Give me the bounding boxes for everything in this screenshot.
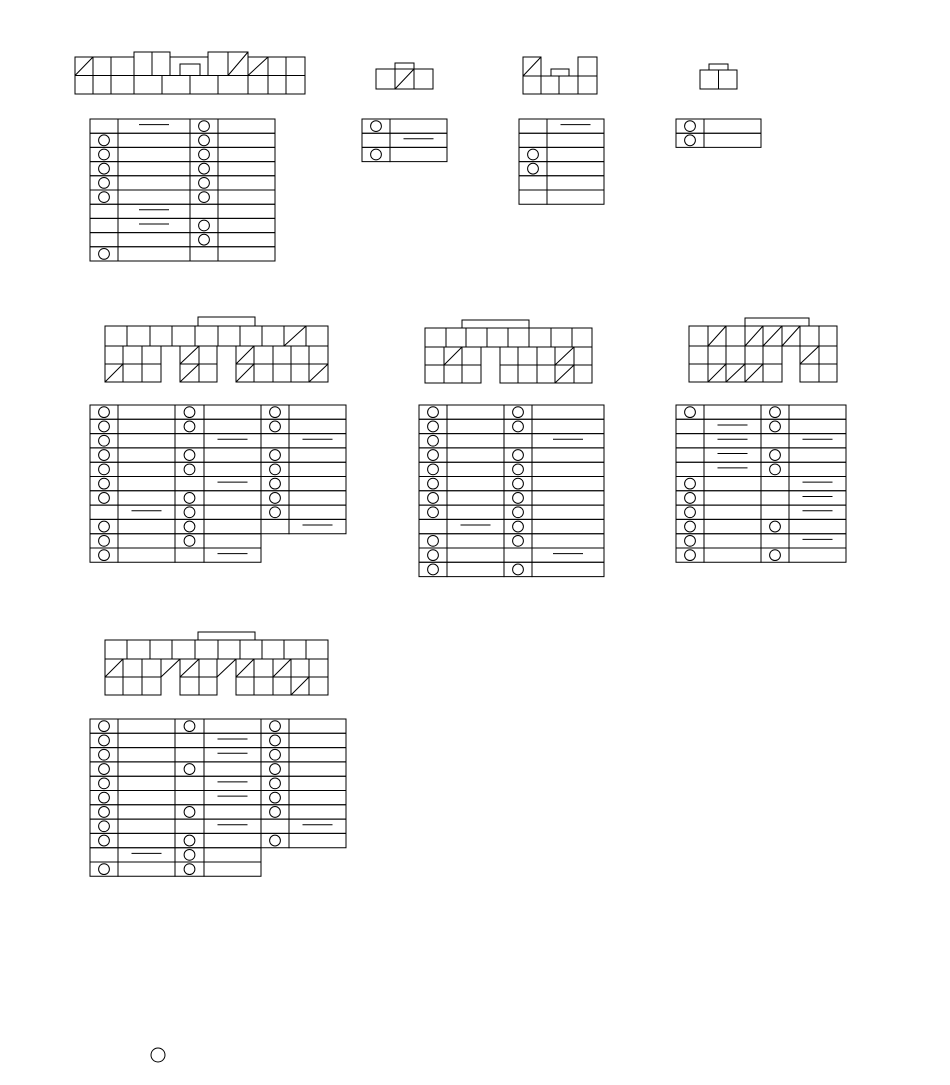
pin-circle-marker <box>99 735 110 746</box>
table-cell <box>289 434 346 448</box>
pin-circle-marker <box>513 535 524 546</box>
table-cell <box>704 477 761 491</box>
table-cell <box>175 548 204 562</box>
table-cell <box>204 462 261 476</box>
table-cell <box>704 462 761 476</box>
pin-circle-marker <box>99 421 110 432</box>
pin-circle-marker <box>428 493 439 504</box>
table-cell <box>289 477 346 491</box>
table-cell <box>532 505 604 519</box>
table-cell <box>118 190 190 204</box>
table-cell <box>547 162 604 176</box>
table-cell <box>289 419 346 433</box>
pin-circle-marker <box>528 149 539 160</box>
pin-circle-marker <box>770 407 781 418</box>
pin-circle-marker <box>99 792 110 803</box>
table-cell <box>532 434 604 448</box>
table-cell <box>704 434 761 448</box>
table-cell <box>175 819 204 833</box>
table-cell <box>289 405 346 419</box>
table-cell <box>218 218 275 232</box>
pin-circle-marker <box>184 421 195 432</box>
table-cell <box>761 434 789 448</box>
table-cell <box>519 119 547 133</box>
table-cell <box>204 519 261 533</box>
pin-circle-marker <box>99 721 110 732</box>
table-cell <box>204 405 261 419</box>
table-cell <box>118 791 175 805</box>
table-cell <box>676 448 704 462</box>
table-cell <box>218 190 275 204</box>
table-cell <box>289 805 346 819</box>
table-cell <box>90 204 118 218</box>
pin-circle-marker <box>770 550 781 561</box>
table-cell <box>447 434 504 448</box>
table-cell <box>289 833 346 847</box>
table-cell <box>289 505 346 519</box>
pin-circle-marker <box>513 493 524 504</box>
pin-circle-marker <box>99 435 110 446</box>
pin-tables <box>90 119 846 876</box>
pin-circle-marker <box>184 864 195 875</box>
table-cell <box>447 405 504 419</box>
table-cell <box>704 519 761 533</box>
table-cell <box>118 819 175 833</box>
pin-circle-marker <box>270 507 281 518</box>
pin-table-t8 <box>90 719 346 876</box>
table-cell <box>204 419 261 433</box>
table-cell <box>204 762 261 776</box>
pin-circle-marker <box>685 478 696 489</box>
pin-circle-marker <box>270 478 281 489</box>
pin-circle-marker <box>270 407 281 418</box>
table-cell <box>676 419 704 433</box>
pin-circle-marker <box>184 450 195 461</box>
table-cell <box>175 477 204 491</box>
table-cell <box>532 534 604 548</box>
pin-circle-marker <box>184 835 195 846</box>
table-cell <box>289 719 346 733</box>
table-cell <box>390 119 447 133</box>
table-cell <box>789 419 846 433</box>
table-cell <box>789 505 846 519</box>
table-cell <box>789 548 846 562</box>
pin-circle-marker <box>184 407 195 418</box>
pin-table-t4 <box>676 119 761 147</box>
pin-circle-marker <box>99 192 110 203</box>
pin-circle-marker <box>99 178 110 189</box>
pin-circle-marker <box>270 450 281 461</box>
table-cell <box>118 147 190 161</box>
pin-circle-marker <box>184 764 195 775</box>
table-cell <box>704 405 761 419</box>
table-cell <box>789 434 846 448</box>
connector-face-1 <box>75 52 305 94</box>
table-cell <box>789 519 846 533</box>
pin-table-t3 <box>519 119 604 204</box>
pin-circle-marker <box>270 778 281 789</box>
table-cell <box>218 176 275 190</box>
table-cell <box>789 448 846 462</box>
table-cell <box>289 791 346 805</box>
table-cell <box>447 562 504 576</box>
table-cell <box>289 448 346 462</box>
table-cell <box>789 534 846 548</box>
table-cell <box>118 776 175 790</box>
table-cell <box>519 133 547 147</box>
table-cell <box>204 819 261 833</box>
pin-circle-marker <box>99 521 110 532</box>
table-cell <box>204 548 261 562</box>
table-cell <box>447 505 504 519</box>
table-cell <box>789 477 846 491</box>
table-cell <box>204 733 261 747</box>
table-cell <box>289 762 346 776</box>
pin-circle-marker <box>770 464 781 475</box>
table-cell <box>90 848 118 862</box>
table-cell <box>704 548 761 562</box>
table-cell <box>289 519 346 533</box>
table-cell <box>204 848 261 862</box>
pin-circle-marker <box>270 835 281 846</box>
pin-circle-marker <box>99 464 110 475</box>
pin-circle-marker <box>428 421 439 432</box>
table-cell <box>519 190 547 204</box>
pin-circle-marker <box>685 135 696 146</box>
table-cell <box>704 505 761 519</box>
pin-circle-marker <box>184 493 195 504</box>
pin-circle-marker <box>513 507 524 518</box>
pin-circle-marker <box>99 550 110 561</box>
table-cell <box>204 534 261 548</box>
table-cell <box>90 233 118 247</box>
pin-circle-marker <box>99 764 110 775</box>
pin-circle-marker <box>513 407 524 418</box>
table-cell <box>204 491 261 505</box>
connector-face-5 <box>105 317 328 382</box>
table-cell <box>118 505 175 519</box>
table-cell <box>547 190 604 204</box>
pin-circle-marker <box>270 807 281 818</box>
table-cell <box>204 505 261 519</box>
pin-circle-marker <box>99 135 110 146</box>
pin-circle-marker <box>513 521 524 532</box>
pin-circle-marker <box>270 792 281 803</box>
table-cell <box>118 176 190 190</box>
table-cell <box>204 776 261 790</box>
pin-circle-marker <box>770 450 781 461</box>
table-cell <box>118 805 175 819</box>
table-cell <box>289 462 346 476</box>
table-cell <box>761 505 789 519</box>
pin-circle-marker <box>99 778 110 789</box>
pin-circle-marker <box>99 478 110 489</box>
table-cell <box>447 462 504 476</box>
pin-circle-marker <box>199 220 210 231</box>
pin-circle-marker <box>199 234 210 245</box>
table-cell <box>118 218 190 232</box>
table-cell <box>447 419 504 433</box>
table-cell <box>519 176 547 190</box>
pin-circle-marker <box>270 721 281 732</box>
table-cell <box>547 133 604 147</box>
table-cell <box>175 434 204 448</box>
table-cell <box>447 548 504 562</box>
table-cell <box>118 534 175 548</box>
table-cell <box>532 448 604 462</box>
table-cell <box>547 119 604 133</box>
pin-circle-marker <box>428 464 439 475</box>
table-cell <box>118 719 175 733</box>
table-cell <box>118 204 190 218</box>
table-cell <box>289 733 346 747</box>
table-cell <box>532 562 604 576</box>
pin-circle-marker <box>184 464 195 475</box>
pin-circle-marker <box>199 135 210 146</box>
table-cell <box>190 247 218 261</box>
table-cell <box>118 448 175 462</box>
table-cell <box>118 733 175 747</box>
table-cell <box>447 491 504 505</box>
table-cell <box>704 419 761 433</box>
table-cell <box>204 434 261 448</box>
pin-circle-marker <box>685 493 696 504</box>
pin-circle-marker <box>184 849 195 860</box>
table-cell <box>390 133 447 147</box>
table-cell <box>118 477 175 491</box>
pin-circle-marker <box>685 407 696 418</box>
pin-table-t2 <box>362 119 447 162</box>
table-cell <box>90 505 118 519</box>
table-cell <box>261 819 289 833</box>
table-cell <box>532 419 604 433</box>
pin-circle-marker <box>770 421 781 432</box>
table-cell <box>676 462 704 476</box>
pin-circle-marker <box>428 564 439 575</box>
table-cell <box>118 519 175 533</box>
table-cell <box>175 748 204 762</box>
table-cell <box>362 133 390 147</box>
table-cell <box>118 247 190 261</box>
table-cell <box>175 791 204 805</box>
pin-table-t7 <box>676 405 846 562</box>
pin-circle-marker <box>270 421 281 432</box>
pin-circle-marker <box>199 121 210 132</box>
pin-circle-marker <box>99 163 110 174</box>
table-cell <box>547 147 604 161</box>
pin-circle-marker <box>99 535 110 546</box>
table-cell <box>204 862 261 876</box>
table-cell <box>761 534 789 548</box>
table-cell <box>218 162 275 176</box>
pin-circle-marker <box>270 764 281 775</box>
table-cell <box>532 405 604 419</box>
table-cell <box>532 548 604 562</box>
pin-table-t6 <box>419 405 604 577</box>
table-cell <box>447 534 504 548</box>
table-cell <box>118 762 175 776</box>
table-cell <box>90 218 118 232</box>
pin-circle-marker <box>184 807 195 818</box>
table-cell <box>118 833 175 847</box>
table-cell <box>90 119 118 133</box>
table-cell <box>118 233 190 247</box>
table-cell <box>761 491 789 505</box>
pin-circle-marker <box>513 464 524 475</box>
table-cell <box>504 548 532 562</box>
connector-face-3 <box>523 57 597 94</box>
table-cell <box>289 491 346 505</box>
pin-circle-marker <box>428 478 439 489</box>
pin-circle-marker <box>270 749 281 760</box>
table-cell <box>789 462 846 476</box>
table-cell <box>447 448 504 462</box>
pin-table-t5 <box>90 405 346 562</box>
pin-circle-marker <box>99 493 110 504</box>
pin-circle-marker <box>99 864 110 875</box>
table-cell <box>118 548 175 562</box>
table-cell <box>218 247 275 261</box>
pin-circle-marker <box>99 821 110 832</box>
pin-circle-marker <box>685 507 696 518</box>
table-cell <box>532 477 604 491</box>
table-cell <box>789 405 846 419</box>
table-cell <box>676 434 704 448</box>
table-cell <box>218 204 275 218</box>
table-cell <box>390 147 447 161</box>
table-cell <box>118 133 190 147</box>
pin-circle-marker <box>99 807 110 818</box>
pin-table-t1 <box>90 119 275 261</box>
pin-circle-marker <box>99 749 110 760</box>
table-cell <box>704 133 761 147</box>
table-cell <box>118 848 175 862</box>
table-cell <box>447 477 504 491</box>
table-cell <box>118 419 175 433</box>
pin-circle-marker <box>199 163 210 174</box>
table-cell <box>118 405 175 419</box>
table-cell <box>218 147 275 161</box>
pin-circle-marker <box>184 535 195 546</box>
table-cell <box>447 519 504 533</box>
table-cell <box>118 462 175 476</box>
table-cell <box>204 748 261 762</box>
pin-circle-marker <box>685 521 696 532</box>
table-cell <box>204 791 261 805</box>
pin-circle-marker <box>99 149 110 160</box>
table-cell <box>704 491 761 505</box>
pin-circle-marker <box>184 507 195 518</box>
pin-circle-marker <box>685 550 696 561</box>
pin-circle-marker <box>199 178 210 189</box>
pin-circle-marker <box>685 121 696 132</box>
pin-circle-marker <box>99 249 110 260</box>
table-cell <box>261 519 289 533</box>
pin-circle-marker <box>428 407 439 418</box>
connector-face-7 <box>689 318 837 382</box>
pin-circle-marker <box>685 535 696 546</box>
legend-circle-symbol <box>151 1048 165 1062</box>
table-cell <box>704 534 761 548</box>
pin-circle-marker <box>184 521 195 532</box>
table-cell <box>261 434 289 448</box>
table-cell <box>118 748 175 762</box>
connector-face-4 <box>700 64 737 89</box>
table-cell <box>118 491 175 505</box>
pin-circle-marker <box>513 564 524 575</box>
table-cell <box>204 805 261 819</box>
table-cell <box>204 477 261 491</box>
pin-circle-marker <box>428 535 439 546</box>
table-cell <box>204 719 261 733</box>
pin-circle-marker <box>428 507 439 518</box>
table-cell <box>704 119 761 133</box>
pin-circle-marker <box>371 149 382 160</box>
table-cell <box>289 748 346 762</box>
pin-circle-marker <box>513 450 524 461</box>
pin-circle-marker <box>428 550 439 561</box>
pin-circle-marker <box>270 735 281 746</box>
pin-circle-marker <box>99 835 110 846</box>
table-cell <box>532 519 604 533</box>
table-cell <box>419 519 447 533</box>
pin-circle-marker <box>428 435 439 446</box>
table-cell <box>218 133 275 147</box>
table-cell <box>761 477 789 491</box>
table-cell <box>204 448 261 462</box>
pin-circle-marker <box>99 450 110 461</box>
table-cell <box>204 833 261 847</box>
table-cell <box>704 448 761 462</box>
pin-circle-marker <box>199 149 210 160</box>
table-cell <box>118 119 190 133</box>
table-cell <box>289 819 346 833</box>
pin-circle-marker <box>513 421 524 432</box>
table-cell <box>118 862 175 876</box>
connector-face-6 <box>425 320 592 383</box>
connector-face-2 <box>376 63 433 89</box>
table-cell <box>532 462 604 476</box>
table-cell <box>175 776 204 790</box>
table-cell <box>218 119 275 133</box>
table-cell <box>118 162 190 176</box>
pin-circle-marker <box>528 163 539 174</box>
table-cell <box>218 233 275 247</box>
pin-circle-marker <box>513 478 524 489</box>
table-cell <box>789 491 846 505</box>
pin-circle-marker <box>270 493 281 504</box>
table-cell <box>504 434 532 448</box>
table-cell <box>547 176 604 190</box>
pin-circle-marker <box>199 192 210 203</box>
table-cell <box>118 434 175 448</box>
pin-circle-marker <box>99 407 110 418</box>
pin-circle-marker <box>428 450 439 461</box>
pin-circle-marker <box>371 121 382 132</box>
table-cell <box>289 776 346 790</box>
pin-circle-marker <box>184 721 195 732</box>
pin-circle-marker <box>770 521 781 532</box>
table-cell <box>190 204 218 218</box>
pin-circle-marker <box>270 464 281 475</box>
table-cell <box>532 491 604 505</box>
table-cell <box>175 733 204 747</box>
connector-face-8 <box>105 632 328 695</box>
